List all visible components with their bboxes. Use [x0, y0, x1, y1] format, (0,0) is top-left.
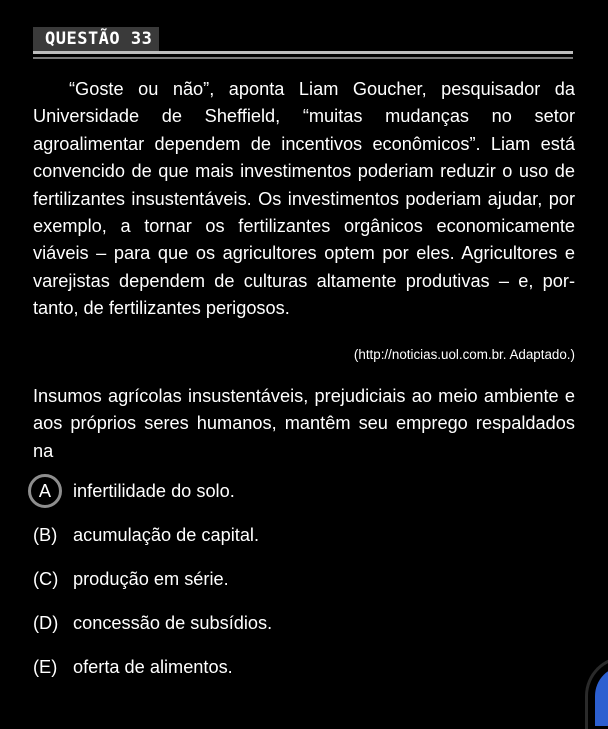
option-letter: (D) [33, 613, 59, 633]
option-text: infertilidade do solo. [73, 481, 235, 501]
answer-options [33, 478, 573, 698]
option-letter: (E) [33, 657, 58, 677]
option-e[interactable] [33, 654, 573, 698]
option-a[interactable] [33, 478, 573, 522]
option-letter: (C) [33, 569, 59, 589]
passage-source: (http://noticias.uol.com.br. Adaptado.) [353, 347, 575, 362]
option-d[interactable] [33, 610, 573, 654]
option-letter: (B) [33, 525, 58, 545]
question-header [33, 27, 159, 51]
option-text: oferta de alimentos. [73, 657, 233, 677]
option-c[interactable] [33, 566, 573, 610]
header-rule-top [33, 51, 573, 54]
question-prompt: Insumos agrícolas insustentáveis, prejudiciais ao meio ambiente e aos próprios seres humanos, mantêm seu emprego respaldados na [33, 386, 575, 461]
passage-text: “Goste ou não”, aponta Liam Goucher, pesquisador da Universidade de Sheffield, “muitas mudanças no setor agroalimentar dependem de incentivos econômicos”. Liam está convencido de que mais investimentos poderiam reduzir o uso de fertilizantes insustentáveis. Os investimentos poderiam ajudar, por exemplo, a tornar os fertilizantes orgânicos economicamente viáveis – para que os agricultores optem por eles. Agricultores e varejistas dependem de culturas altamente produtivas – e, portanto, de fertilizantes perigosos. [33, 79, 575, 319]
question-number: QUESTÃO 33 [45, 29, 153, 49]
option-text: produção em série. [73, 569, 229, 589]
option-b[interactable] [33, 522, 573, 566]
option-letter-selected: A [28, 474, 62, 508]
option-text: acumulação de capital. [73, 525, 260, 545]
header-rule-bottom [33, 57, 573, 59]
option-text: concessão de subsídios. [73, 613, 273, 633]
